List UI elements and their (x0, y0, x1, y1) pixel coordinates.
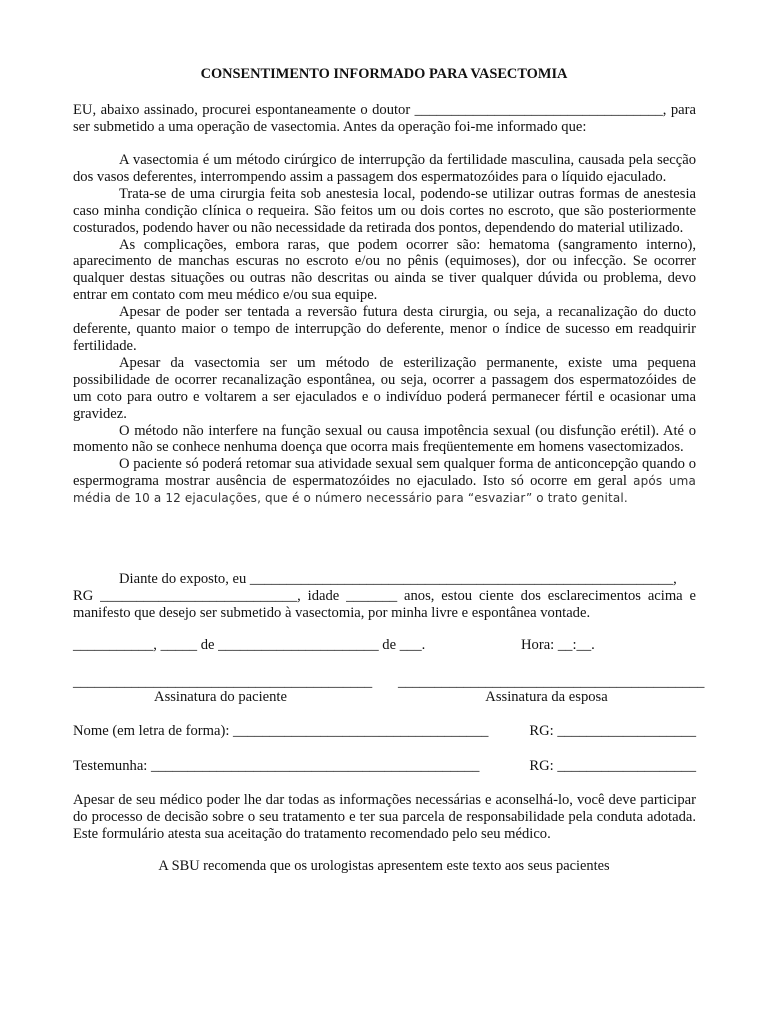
time-field[interactable]: Hora: __:__. (521, 637, 595, 653)
witness-rg-field[interactable]: RG: ___________________ (529, 758, 696, 774)
document-title: CONSENTIMENTO INFORMADO PARA VASECTOMIA (200, 66, 568, 82)
name-field[interactable]: Nome (em letra de forma): ___________________________________ (73, 723, 489, 739)
patient-signature-label: Assinatura do paciente (154, 689, 287, 705)
paragraph-reversal: Apesar de poder ser tentada a reversão futura desta cirurgia, ou seja, a recanalização do ducto deferente, quanto maior o tempo de interrupção do deferente, menor o índice de sucesso em readquirir fertilidade. (73, 304, 696, 354)
wife-signature-line[interactable]: __________________________________________ (398, 674, 705, 690)
contraception-tail-text: após uma média de 10 a 12 ejaculações, que é o número necessário para “esvaziar” o trato genital. (73, 474, 696, 506)
paragraph-complications: As complicações, embora raras, que podem ocorrer são: hematoma (sangramento interno), aparecimento de manchas escuras no escroto e/ou no pênis (equimoses), dor ou infecção. Se ocorrer qualquer destas situações ou outras não descritas ou ainda se tiver qualquer dúvida ou problema, devo entrar em contato com meu médico e/ou sua equipe. (73, 236, 696, 304)
paragraph-definition: A vasectomia é um método cirúrgico de interrupção da fertilidade masculina, causada pela secção dos vasos deferentes, interrompendo assim a passagem dos espermatozóides para o líquido ejaculado. (73, 152, 696, 185)
witness-row (73, 758, 696, 775)
paragraph-anesthesia: Trata-se de uma cirurgia feita sob anestesia local, podendo-se utilizar outras formas de anestesia caso minha condição clínica o requeira. São feitos um ou dois cortes no escroto, que são posteriormente costurados, podendo haver ou não necessidade da retirada dos pontos, dependendo do material utilizado. (73, 185, 696, 236)
body-section (73, 152, 696, 507)
disclaimer-paragraph: Apesar de seu médico poder lhe dar todas as informações necessárias e aconselhá-lo, você deve participar do processo de decisão sobre o seu tratamento e ter sua parcela de responsabilidade pela conduta adotada. Este formulário atesta sua aceitação do tratamento recomendado pelo seu médico. (73, 792, 696, 842)
name-rg-field[interactable]: RG: ___________________ (529, 723, 696, 739)
patient-signature-line[interactable]: _________________________________________ (73, 674, 373, 690)
paragraph-sexual-function: O método não interfere na função sexual ou causa impotência sexual (ou disfunção erétil). Até o momento não se conhece nenhuma doença que ocorra mais freqüentemente em homens vasectomizados. (73, 422, 696, 456)
contraception-text: O paciente só poderá retomar sua atividade sexual sem qualquer forma de anticoncepção quando o espermograma mostrar ausência de espermatozóides no ejaculado. Isto só ocorre em geral (73, 456, 696, 490)
date-time-row (73, 637, 696, 654)
name-row (73, 723, 696, 740)
paragraph-contraception (73, 456, 696, 507)
consent-section (73, 571, 696, 622)
witness-field[interactable]: Testemunha: _____________________________________________ (73, 758, 480, 774)
footer-note: A SBU recomenda que os urologistas apresentem este texto aos seus pacientes (158, 858, 610, 874)
intro-paragraph: EU, abaixo assinado, procurei espontaneamente o doutor __________________________________, para ser submetido a uma operação de vasectomia. Antes da operação foi-me informado que: (73, 102, 696, 135)
date-field[interactable]: ___________, _____ de ______________________ de ___. (73, 637, 426, 653)
paragraph-recanalization: Apesar da vasectomia ser um método de esterilização permanente, existe uma pequena possibilidade de ocorrer recanalização espontânea, ou seja, ocorrer a passagem dos espermatozóides de um coto para outro e voltarem a ser ejaculados e o indivíduo poderá permanecer fértil e ocasionar uma gravidez. (73, 354, 696, 422)
wife-signature-label: Assinatura da esposa (485, 689, 608, 705)
consent-rg-age-line[interactable]: RG ___________________________, idade _______ anos, estou ciente dos esclarecimentos acima e manifesto que desejo ser submetido à vasectomia, por minha livre e espontânea vontade. (73, 587, 696, 621)
consent-name-line[interactable]: Diante do exposto, eu __________________________________________________________, (119, 571, 677, 587)
